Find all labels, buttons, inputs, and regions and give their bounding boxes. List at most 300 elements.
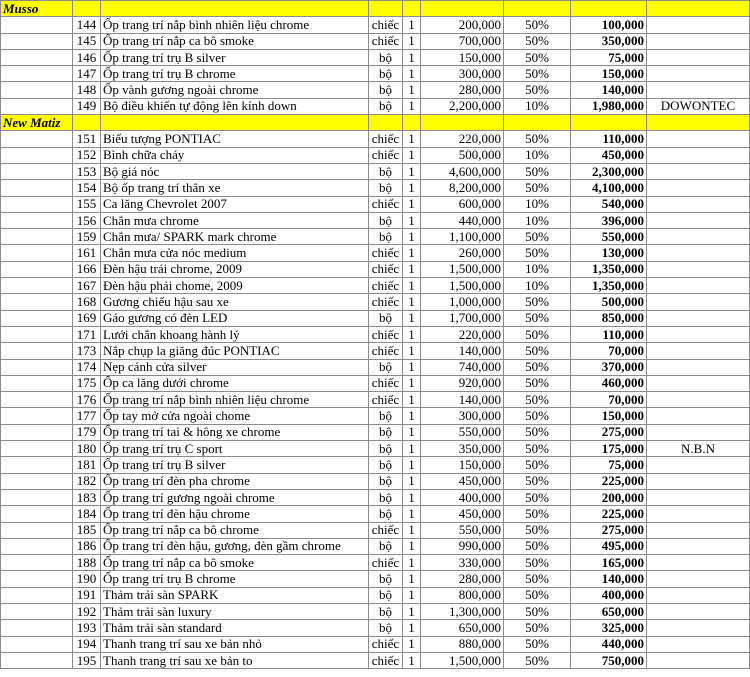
item-number-cell[interactable]: 153 <box>73 163 101 179</box>
quantity-cell[interactable]: 1 <box>403 392 421 408</box>
unit-cell[interactable]: chiếc <box>369 261 403 277</box>
empty-cell[interactable] <box>1 261 73 277</box>
unit-cell[interactable]: chiếc <box>369 131 403 147</box>
net-price-cell[interactable]: 2,300,000 <box>571 163 647 179</box>
item-number-cell[interactable]: 156 <box>73 212 101 228</box>
empty-cell[interactable] <box>1 375 73 391</box>
list-price-cell[interactable]: 350,000 <box>421 441 504 457</box>
net-price-cell[interactable]: 550,000 <box>571 229 647 245</box>
unit-cell[interactable]: chiếc <box>369 196 403 212</box>
unit-cell[interactable]: bộ <box>369 310 403 326</box>
list-price-cell[interactable]: 400,000 <box>421 489 504 505</box>
unit-cell[interactable]: bộ <box>369 473 403 489</box>
item-name-cell[interactable]: Nắp chụp la giăng đúc PONTIAC <box>101 343 369 359</box>
quantity-cell[interactable]: 1 <box>403 245 421 261</box>
list-price-cell[interactable]: 800,000 <box>421 587 504 603</box>
item-number-cell[interactable]: 155 <box>73 196 101 212</box>
list-price-cell[interactable]: 1,500,000 <box>421 278 504 294</box>
empty-cell[interactable] <box>101 1 369 17</box>
unit-cell[interactable]: chiếc <box>369 375 403 391</box>
net-price-cell[interactable]: 150,000 <box>571 66 647 82</box>
list-price-cell[interactable]: 450,000 <box>421 506 504 522</box>
net-price-cell[interactable]: 540,000 <box>571 196 647 212</box>
net-price-cell[interactable]: 1,350,000 <box>571 261 647 277</box>
discount-cell[interactable]: 10% <box>504 147 571 163</box>
item-number-cell[interactable]: 144 <box>73 17 101 33</box>
quantity-cell[interactable]: 1 <box>403 489 421 505</box>
list-price-cell[interactable]: 880,000 <box>421 636 504 652</box>
quantity-cell[interactable]: 1 <box>403 359 421 375</box>
net-price-cell[interactable]: 70,000 <box>571 343 647 359</box>
quantity-cell[interactable]: 1 <box>403 17 421 33</box>
list-price-cell[interactable]: 2,200,000 <box>421 98 504 114</box>
list-price-cell[interactable]: 550,000 <box>421 424 504 440</box>
net-price-cell[interactable]: 140,000 <box>571 571 647 587</box>
empty-cell[interactable] <box>1 98 73 114</box>
unit-cell[interactable]: bộ <box>369 98 403 114</box>
item-number-cell[interactable]: 168 <box>73 294 101 310</box>
discount-cell[interactable]: 50% <box>504 587 571 603</box>
net-price-cell[interactable]: 275,000 <box>571 522 647 538</box>
item-number-cell[interactable]: 152 <box>73 147 101 163</box>
item-name-cell[interactable]: Lưới chắn khoang hành lý <box>101 326 369 342</box>
quantity-cell[interactable]: 1 <box>403 522 421 538</box>
empty-cell[interactable] <box>1 359 73 375</box>
note-cell[interactable] <box>647 33 750 49</box>
empty-cell[interactable] <box>504 115 571 131</box>
list-price-cell[interactable]: 440,000 <box>421 212 504 228</box>
unit-cell[interactable]: chiếc <box>369 326 403 342</box>
note-cell[interactable] <box>647 522 750 538</box>
item-name-cell[interactable]: Thảm trải sàn luxury <box>101 603 369 619</box>
quantity-cell[interactable]: 1 <box>403 229 421 245</box>
net-price-cell[interactable]: 100,000 <box>571 17 647 33</box>
empty-cell[interactable] <box>1 326 73 342</box>
list-price-cell[interactable]: 1,700,000 <box>421 310 504 326</box>
discount-cell[interactable]: 50% <box>504 326 571 342</box>
net-price-cell[interactable]: 140,000 <box>571 82 647 98</box>
empty-cell[interactable] <box>73 1 101 17</box>
net-price-cell[interactable]: 130,000 <box>571 245 647 261</box>
note-cell[interactable] <box>647 66 750 82</box>
item-number-cell[interactable]: 159 <box>73 229 101 245</box>
item-name-cell[interactable]: Chắn mưa/ SPARK mark chrome <box>101 229 369 245</box>
note-cell[interactable] <box>647 326 750 342</box>
list-price-cell[interactable]: 200,000 <box>421 17 504 33</box>
note-cell[interactable] <box>647 82 750 98</box>
quantity-cell[interactable]: 1 <box>403 652 421 668</box>
note-cell[interactable] <box>647 489 750 505</box>
empty-cell[interactable] <box>1 538 73 554</box>
list-price-cell[interactable]: 300,000 <box>421 66 504 82</box>
unit-cell[interactable]: bộ <box>369 571 403 587</box>
item-name-cell[interactable]: Ốp trang trí đèn pha chrome <box>101 473 369 489</box>
discount-cell[interactable]: 50% <box>504 473 571 489</box>
empty-cell[interactable] <box>1 131 73 147</box>
list-price-cell[interactable]: 8,200,000 <box>421 180 504 196</box>
note-cell[interactable] <box>647 245 750 261</box>
unit-cell[interactable]: chiếc <box>369 17 403 33</box>
quantity-cell[interactable]: 1 <box>403 375 421 391</box>
discount-cell[interactable]: 50% <box>504 310 571 326</box>
empty-cell[interactable] <box>1 294 73 310</box>
discount-cell[interactable]: 50% <box>504 424 571 440</box>
item-number-cell[interactable]: 154 <box>73 180 101 196</box>
item-number-cell[interactable]: 145 <box>73 33 101 49</box>
discount-cell[interactable]: 50% <box>504 620 571 636</box>
note-cell[interactable] <box>647 636 750 652</box>
item-number-cell[interactable]: 182 <box>73 473 101 489</box>
quantity-cell[interactable]: 1 <box>403 49 421 65</box>
empty-cell[interactable] <box>1 212 73 228</box>
net-price-cell[interactable]: 175,000 <box>571 441 647 457</box>
quantity-cell[interactable]: 1 <box>403 261 421 277</box>
empty-cell[interactable] <box>1 457 73 473</box>
net-price-cell[interactable]: 650,000 <box>571 603 647 619</box>
discount-cell[interactable]: 50% <box>504 636 571 652</box>
net-price-cell[interactable]: 440,000 <box>571 636 647 652</box>
item-name-cell[interactable]: Ốp trang trí tai & hông xe chrome <box>101 424 369 440</box>
net-price-cell[interactable]: 75,000 <box>571 49 647 65</box>
quantity-cell[interactable]: 1 <box>403 196 421 212</box>
item-name-cell[interactable]: Ốp trang trí nắp bình nhiên liệu chrome <box>101 17 369 33</box>
discount-cell[interactable]: 50% <box>504 66 571 82</box>
net-price-cell[interactable]: 200,000 <box>571 489 647 505</box>
list-price-cell[interactable]: 1,300,000 <box>421 603 504 619</box>
note-cell[interactable] <box>647 261 750 277</box>
empty-cell[interactable] <box>1 278 73 294</box>
list-price-cell[interactable]: 450,000 <box>421 473 504 489</box>
empty-cell[interactable] <box>1 489 73 505</box>
unit-cell[interactable]: bộ <box>369 49 403 65</box>
discount-cell[interactable]: 50% <box>504 375 571 391</box>
unit-cell[interactable]: bộ <box>369 457 403 473</box>
discount-cell[interactable]: 10% <box>504 196 571 212</box>
unit-cell[interactable]: bộ <box>369 620 403 636</box>
item-name-cell[interactable]: Bộ giá nóc <box>101 163 369 179</box>
list-price-cell[interactable]: 300,000 <box>421 408 504 424</box>
list-price-cell[interactable]: 140,000 <box>421 343 504 359</box>
unit-cell[interactable]: chiếc <box>369 245 403 261</box>
discount-cell[interactable]: 50% <box>504 408 571 424</box>
item-name-cell[interactable]: Gương chiếu hậu sau xe <box>101 294 369 310</box>
discount-cell[interactable]: 50% <box>504 229 571 245</box>
note-cell[interactable] <box>647 294 750 310</box>
net-price-cell[interactable]: 750,000 <box>571 652 647 668</box>
empty-cell[interactable] <box>1 147 73 163</box>
item-number-cell[interactable]: 167 <box>73 278 101 294</box>
empty-cell[interactable] <box>1 66 73 82</box>
quantity-cell[interactable]: 1 <box>403 163 421 179</box>
item-number-cell[interactable]: 173 <box>73 343 101 359</box>
note-cell[interactable] <box>647 652 750 668</box>
empty-cell[interactable] <box>73 115 101 131</box>
net-price-cell[interactable]: 1,980,000 <box>571 98 647 114</box>
list-price-cell[interactable]: 740,000 <box>421 359 504 375</box>
list-price-cell[interactable]: 700,000 <box>421 33 504 49</box>
item-number-cell[interactable]: 151 <box>73 131 101 147</box>
net-price-cell[interactable]: 75,000 <box>571 457 647 473</box>
note-cell[interactable] <box>647 196 750 212</box>
unit-cell[interactable]: chiếc <box>369 636 403 652</box>
item-number-cell[interactable]: 161 <box>73 245 101 261</box>
quantity-cell[interactable]: 1 <box>403 555 421 571</box>
item-number-cell[interactable]: 186 <box>73 538 101 554</box>
quantity-cell[interactable]: 1 <box>403 441 421 457</box>
item-name-cell[interactable]: Ốp trang trí trụ C sport <box>101 441 369 457</box>
item-number-cell[interactable]: 179 <box>73 424 101 440</box>
item-number-cell[interactable]: 181 <box>73 457 101 473</box>
item-number-cell[interactable]: 148 <box>73 82 101 98</box>
item-name-cell[interactable]: Ốp trang trí đèn hậu, gương, đèn gầm chrome <box>101 538 369 554</box>
list-price-cell[interactable]: 1,100,000 <box>421 229 504 245</box>
note-cell[interactable] <box>647 343 750 359</box>
quantity-cell[interactable]: 1 <box>403 636 421 652</box>
net-price-cell[interactable]: 150,000 <box>571 408 647 424</box>
list-price-cell[interactable]: 330,000 <box>421 555 504 571</box>
item-name-cell[interactable]: Ốp trang trí trụ B chrome <box>101 66 369 82</box>
unit-cell[interactable]: bộ <box>369 587 403 603</box>
discount-cell[interactable]: 50% <box>504 441 571 457</box>
note-cell[interactable]: DOWONTEC <box>647 98 750 114</box>
empty-cell[interactable] <box>421 115 504 131</box>
discount-cell[interactable]: 50% <box>504 538 571 554</box>
discount-cell[interactable]: 50% <box>504 392 571 408</box>
unit-cell[interactable]: bộ <box>369 66 403 82</box>
item-number-cell[interactable]: 193 <box>73 620 101 636</box>
discount-cell[interactable]: 50% <box>504 245 571 261</box>
list-price-cell[interactable]: 920,000 <box>421 375 504 391</box>
note-cell[interactable] <box>647 310 750 326</box>
note-cell[interactable] <box>647 49 750 65</box>
discount-cell[interactable]: 50% <box>504 17 571 33</box>
unit-cell[interactable]: chiếc <box>369 522 403 538</box>
unit-cell[interactable]: bộ <box>369 441 403 457</box>
item-number-cell[interactable]: 177 <box>73 408 101 424</box>
discount-cell[interactable]: 50% <box>504 489 571 505</box>
net-price-cell[interactable]: 370,000 <box>571 359 647 375</box>
empty-cell[interactable] <box>1 17 73 33</box>
discount-cell[interactable]: 50% <box>504 33 571 49</box>
item-number-cell[interactable]: 180 <box>73 441 101 457</box>
discount-cell[interactable]: 50% <box>504 163 571 179</box>
empty-cell[interactable] <box>1 473 73 489</box>
note-cell[interactable] <box>647 408 750 424</box>
item-name-cell[interactable]: Biểu tượng PONTIAC <box>101 131 369 147</box>
note-cell[interactable] <box>647 506 750 522</box>
note-cell[interactable]: N.B.N <box>647 441 750 457</box>
list-price-cell[interactable]: 220,000 <box>421 326 504 342</box>
empty-cell[interactable] <box>1 163 73 179</box>
unit-cell[interactable]: chiếc <box>369 33 403 49</box>
empty-cell[interactable] <box>1 408 73 424</box>
note-cell[interactable] <box>647 17 750 33</box>
note-cell[interactable] <box>647 212 750 228</box>
item-number-cell[interactable]: 194 <box>73 636 101 652</box>
unit-cell[interactable]: bộ <box>369 82 403 98</box>
quantity-cell[interactable]: 1 <box>403 66 421 82</box>
item-name-cell[interactable]: Ốp trang trí đèn hậu chrome <box>101 506 369 522</box>
item-name-cell[interactable]: Thảm trải sàn standard <box>101 620 369 636</box>
item-name-cell[interactable]: Ốp trang trí trụ B silver <box>101 457 369 473</box>
item-name-cell[interactable]: Thanh trang trí sau xe bản to <box>101 652 369 668</box>
empty-cell[interactable] <box>1 506 73 522</box>
unit-cell[interactable]: chiếc <box>369 147 403 163</box>
list-price-cell[interactable]: 150,000 <box>421 49 504 65</box>
note-cell[interactable] <box>647 180 750 196</box>
quantity-cell[interactable]: 1 <box>403 294 421 310</box>
item-number-cell[interactable]: 183 <box>73 489 101 505</box>
item-name-cell[interactable]: Đèn hậu phải chome, 2009 <box>101 278 369 294</box>
empty-cell[interactable] <box>369 1 403 17</box>
empty-cell[interactable] <box>647 115 750 131</box>
empty-cell[interactable] <box>1 587 73 603</box>
item-name-cell[interactable]: Ốp ca lăng dưới chrome <box>101 375 369 391</box>
note-cell[interactable] <box>647 603 750 619</box>
list-price-cell[interactable]: 500,000 <box>421 147 504 163</box>
unit-cell[interactable]: chiếc <box>369 392 403 408</box>
discount-cell[interactable]: 50% <box>504 555 571 571</box>
unit-cell[interactable]: chiếc <box>369 278 403 294</box>
group-name[interactable]: Musso <box>1 1 73 17</box>
item-name-cell[interactable]: Bộ điều khiển tự động lên kính down <box>101 98 369 114</box>
discount-cell[interactable]: 50% <box>504 343 571 359</box>
discount-cell[interactable]: 50% <box>504 506 571 522</box>
discount-cell[interactable]: 50% <box>504 294 571 310</box>
item-name-cell[interactable]: Ốp trang trí nắp ca bô chrome <box>101 522 369 538</box>
note-cell[interactable] <box>647 571 750 587</box>
net-price-cell[interactable]: 165,000 <box>571 555 647 571</box>
net-price-cell[interactable]: 460,000 <box>571 375 647 391</box>
list-price-cell[interactable]: 990,000 <box>421 538 504 554</box>
empty-cell[interactable] <box>1 441 73 457</box>
empty-cell[interactable] <box>571 115 647 131</box>
unit-cell[interactable]: bộ <box>369 212 403 228</box>
item-name-cell[interactable]: Chắn mưa chrome <box>101 212 369 228</box>
unit-cell[interactable]: chiếc <box>369 652 403 668</box>
item-number-cell[interactable]: 171 <box>73 326 101 342</box>
item-number-cell[interactable]: 185 <box>73 522 101 538</box>
list-price-cell[interactable]: 600,000 <box>421 196 504 212</box>
quantity-cell[interactable]: 1 <box>403 571 421 587</box>
item-name-cell[interactable]: Bình chữa cháy <box>101 147 369 163</box>
net-price-cell[interactable]: 350,000 <box>571 33 647 49</box>
empty-cell[interactable] <box>1 49 73 65</box>
empty-cell[interactable] <box>1 245 73 261</box>
list-price-cell[interactable]: 280,000 <box>421 82 504 98</box>
net-price-cell[interactable]: 450,000 <box>571 147 647 163</box>
empty-cell[interactable] <box>1 424 73 440</box>
unit-cell[interactable]: bộ <box>369 603 403 619</box>
net-price-cell[interactable]: 495,000 <box>571 538 647 554</box>
item-number-cell[interactable]: 195 <box>73 652 101 668</box>
unit-cell[interactable]: bộ <box>369 229 403 245</box>
list-price-cell[interactable]: 1,500,000 <box>421 652 504 668</box>
net-price-cell[interactable]: 1,350,000 <box>571 278 647 294</box>
empty-cell[interactable] <box>1 310 73 326</box>
item-name-cell[interactable]: Chắn mưa cửa nóc medium <box>101 245 369 261</box>
empty-cell[interactable] <box>1 620 73 636</box>
discount-cell[interactable]: 50% <box>504 457 571 473</box>
net-price-cell[interactable]: 225,000 <box>571 473 647 489</box>
quantity-cell[interactable]: 1 <box>403 473 421 489</box>
item-number-cell[interactable]: 176 <box>73 392 101 408</box>
discount-cell[interactable]: 50% <box>504 652 571 668</box>
item-number-cell[interactable]: 175 <box>73 375 101 391</box>
note-cell[interactable] <box>647 375 750 391</box>
item-name-cell[interactable]: Đèn hậu trái chrome, 2009 <box>101 261 369 277</box>
item-name-cell[interactable]: Ốp trang trí nắp ca bô smoke <box>101 33 369 49</box>
quantity-cell[interactable]: 1 <box>403 147 421 163</box>
list-price-cell[interactable]: 150,000 <box>421 457 504 473</box>
net-price-cell[interactable]: 110,000 <box>571 131 647 147</box>
note-cell[interactable] <box>647 587 750 603</box>
empty-cell[interactable] <box>1 636 73 652</box>
item-number-cell[interactable]: 184 <box>73 506 101 522</box>
quantity-cell[interactable]: 1 <box>403 506 421 522</box>
list-price-cell[interactable]: 220,000 <box>421 131 504 147</box>
empty-cell[interactable] <box>1 33 73 49</box>
empty-cell[interactable] <box>101 115 369 131</box>
discount-cell[interactable]: 50% <box>504 49 571 65</box>
item-name-cell[interactable]: Ốp trang trí trụ B chrome <box>101 571 369 587</box>
quantity-cell[interactable]: 1 <box>403 424 421 440</box>
item-name-cell[interactable]: Nẹp cánh cửa silver <box>101 359 369 375</box>
discount-cell[interactable]: 50% <box>504 82 571 98</box>
quantity-cell[interactable]: 1 <box>403 538 421 554</box>
discount-cell[interactable]: 50% <box>504 180 571 196</box>
empty-cell[interactable] <box>1 82 73 98</box>
item-number-cell[interactable]: 192 <box>73 603 101 619</box>
empty-cell[interactable] <box>647 1 750 17</box>
item-name-cell[interactable]: Ốp trang trí nắp ca bô smoke <box>101 555 369 571</box>
net-price-cell[interactable]: 325,000 <box>571 620 647 636</box>
note-cell[interactable] <box>647 392 750 408</box>
item-name-cell[interactable]: Thảm trải sàn SPARK <box>101 587 369 603</box>
list-price-cell[interactable]: 280,000 <box>421 571 504 587</box>
unit-cell[interactable]: bộ <box>369 408 403 424</box>
empty-cell[interactable] <box>1 652 73 668</box>
quantity-cell[interactable]: 1 <box>403 82 421 98</box>
item-name-cell[interactable]: Bộ ốp trang trí thân xe <box>101 180 369 196</box>
item-name-cell[interactable]: Ốp trang trí trụ B silver <box>101 49 369 65</box>
list-price-cell[interactable]: 260,000 <box>421 245 504 261</box>
note-cell[interactable] <box>647 555 750 571</box>
note-cell[interactable] <box>647 229 750 245</box>
item-name-cell[interactable]: Thanh trang trí sau xe bản nhỏ <box>101 636 369 652</box>
empty-cell[interactable] <box>1 229 73 245</box>
quantity-cell[interactable]: 1 <box>403 98 421 114</box>
item-name-cell[interactable]: Gáo gương có đèn LED <box>101 310 369 326</box>
note-cell[interactable] <box>647 147 750 163</box>
group-name[interactable]: New Matiz <box>1 115 73 131</box>
unit-cell[interactable]: chiếc <box>369 555 403 571</box>
empty-cell[interactable] <box>421 1 504 17</box>
note-cell[interactable] <box>647 359 750 375</box>
empty-cell[interactable] <box>403 115 421 131</box>
empty-cell[interactable] <box>1 571 73 587</box>
net-price-cell[interactable]: 500,000 <box>571 294 647 310</box>
quantity-cell[interactable]: 1 <box>403 587 421 603</box>
discount-cell[interactable]: 10% <box>504 98 571 114</box>
quantity-cell[interactable]: 1 <box>403 343 421 359</box>
empty-cell[interactable] <box>1 603 73 619</box>
net-price-cell[interactable]: 4,100,000 <box>571 180 647 196</box>
unit-cell[interactable]: bộ <box>369 489 403 505</box>
item-name-cell[interactable]: Ốp tay mở cửa ngoài chome <box>101 408 369 424</box>
quantity-cell[interactable]: 1 <box>403 131 421 147</box>
list-price-cell[interactable]: 4,600,000 <box>421 163 504 179</box>
